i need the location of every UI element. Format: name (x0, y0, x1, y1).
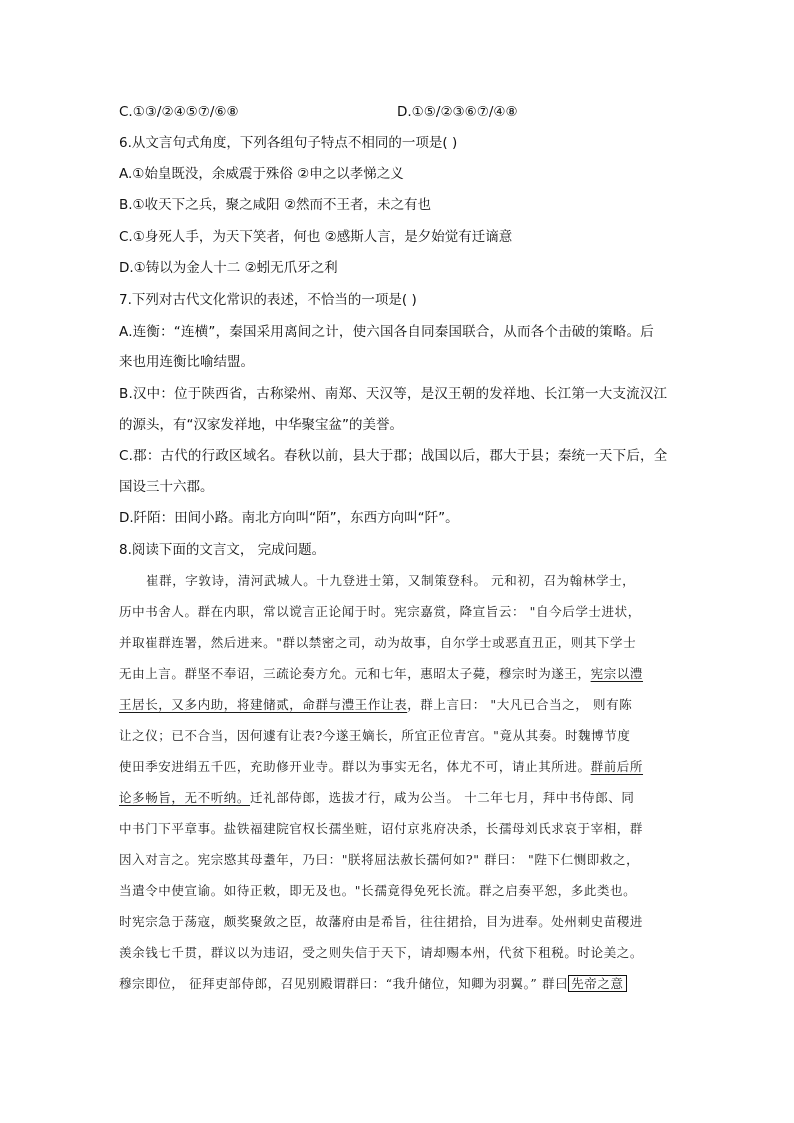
q7-option-c-line2: 国设三十六郡。 (119, 479, 214, 495)
passage-line-3: 并取崔群连署，然后进来。"群以禁密之司，动为故事，自尔学士或恶直丑正，则其下学士 (119, 635, 637, 650)
passage-line-6: 让之仪；已不合当，因何遽有让表?今遂王嫡长，所宜正位青宫。"竟从其奏。时魏博节度 (119, 728, 631, 743)
passage-line-8 (119, 788, 679, 808)
underlined-sentence: 群前后所 (590, 759, 644, 774)
passage-text: 迁礼部侍郎，选拔才行，咸为公当。 十二年七月，拜中书侍郎、同 (250, 790, 635, 805)
passage-line-12: 时宪宗急于荡寇，颇奖聚敛之臣，故藩府由是希旨，往往捃拾，目为进奉。处州刺史苗稷进 (119, 914, 644, 929)
q7-stem: 7.下列对古代文化常识的表述，不恰当的一项是( ) (119, 292, 417, 308)
passage-line-7 (119, 757, 679, 777)
passage-line-2: 历中书舍人。群在内职，常以谠言正论闻于时。宪宗嘉赏，降宣旨云： "自今后学士进状， (119, 604, 641, 619)
passage-text: 无由上言。群坚不奉诏，三疏论奏方允。元和七年，惠昭太子薨，穆宗时为遂王， (119, 666, 591, 681)
passage-line-10: 因入对言之。宪宗愍其母耋年，乃曰："朕将屈法赦长孺何如?" 群曰： "陛下仁恻即救之， (119, 852, 640, 867)
q7-option-c-line1: C.郡：古代的行政区域名。春秋以前，县大于郡；战国以后，郡大于县；秦统一天下后，全 (119, 448, 668, 464)
q5-option-c: C.①③/②④⑤⑦/⑥⑧ (119, 104, 239, 120)
q5-option-d: D.①⑤/②③⑥⑦/④⑧ (397, 104, 518, 120)
q7-option-b-line1: B.汉中：位于陕西省，古称梁州、南郑、天汉等，是汉王朝的发祥地、长江第一大支流汉江 (119, 386, 668, 402)
passage-text: ，群上言曰： "大凡已合当之， 则有陈 (407, 697, 633, 712)
passage-line-4 (119, 664, 679, 684)
q7-option-b-line2: 的源头，有“汉家发祥地，中华聚宝盆”的美誉。 (119, 417, 403, 433)
passage-line-9: 中书门下平章事。盐铁福建院官权长孺坐赃，诏付京兆府决杀，长孺母刘氏求哀于宰相，群 (119, 821, 644, 836)
q8-stem: 8.阅读下面的文言文， 完成问题。 (119, 542, 326, 558)
q6-option-a: A.①始皇既没，余威震于殊俗 ②申之以孝悌之义 (119, 166, 404, 182)
q6-stem: 6.从文言句式角度，下列各组句子特点不相同的一项是( ) (119, 135, 458, 151)
passage-line-1: 崔群，字敦诗，清河武城人。十九登进士第，又制策登科。 元和初，召为翰林学士， (146, 573, 636, 588)
passage-text: 穆宗即位， 征拜吏部侍郎，召见别殿谓群曰：“我升储位，知卿为羽翼。” 群曰 (119, 976, 569, 991)
q6-option-d: D.①铸以为金人十二 ②蚓无爪牙之利 (119, 260, 338, 276)
passage-line-5 (119, 695, 679, 715)
passage-line-14 (119, 974, 679, 994)
q7-option-d: D.阡陌：田间小路。南北方向叫“陌”，东西方向叫“阡”。 (119, 510, 459, 526)
q6-option-b: B.①收天下之兵，聚之咸阳 ②然而不王者，未之有也 (119, 197, 432, 213)
passage-line-11: 当遣令中使宣谕。如待正敕，即无及也。"长孺竟得免死长流。群之启奏平恕，多此类也。 (119, 883, 637, 898)
q6-option-c: C.①身死人手，为天下笑者，何也 ②感斯人言，是夕始觉有迁谪意 (119, 229, 513, 245)
underlined-sentence: 王居长，又多内助，将建储贰，命群与澧王作让表 (119, 697, 408, 712)
passage-text: 使田季安进绢五千匹，充助修开业寺。群以为事实无名，体尤不可，请止其所进。 (119, 759, 591, 774)
underlined-sentence: 论多畅旨，无不听纳。 (119, 790, 251, 805)
underlined-sentence: 宪宗以澧 (590, 666, 644, 681)
passage-line-13: 羡余钱七千贯，群议以为违诏，受之则失信于天下，请却赐本州，代贫下租税。时论美之。 (119, 945, 644, 960)
q7-option-a-line2: 来也用连衡比喻结盟。 (119, 354, 254, 370)
q7-option-a-line1: A.连衡：“连横”，秦国采用离间之计，使六国各自同秦国联合，从而各个击破的策略。后 (119, 324, 654, 340)
boxed-phrase: 先帝之意 (568, 975, 626, 992)
